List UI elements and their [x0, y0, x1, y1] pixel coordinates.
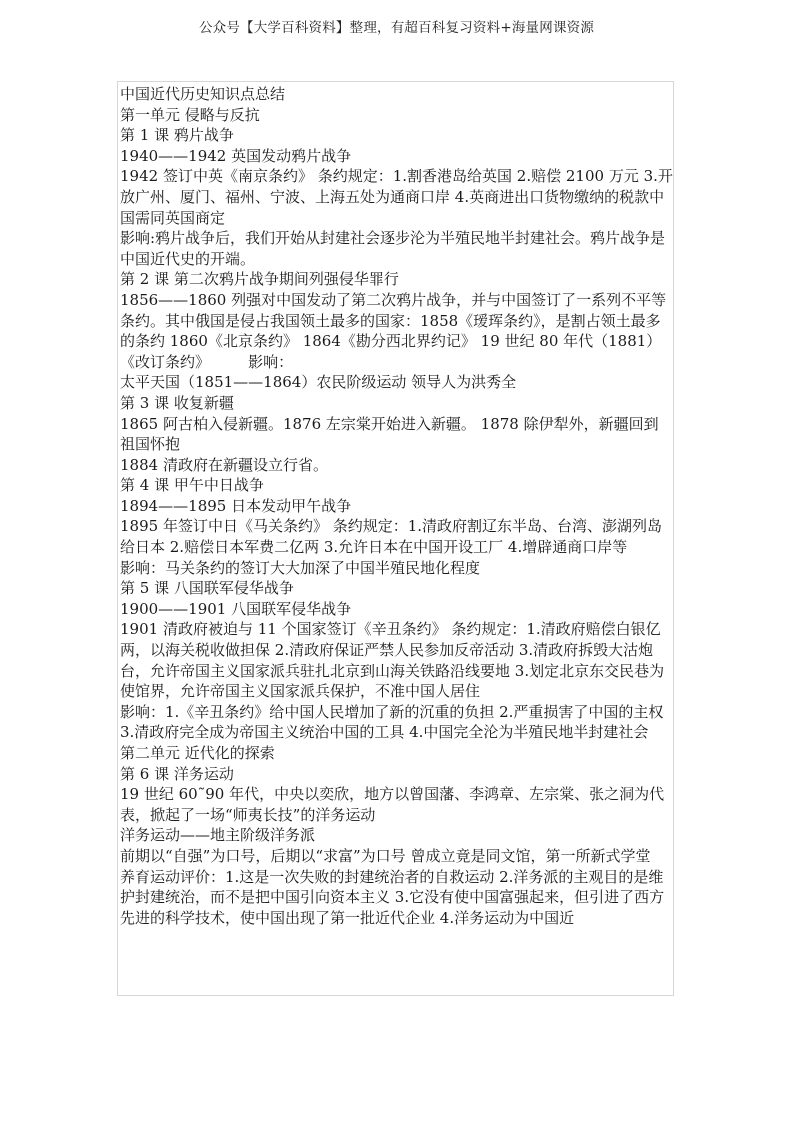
- document-content-box: [117, 81, 674, 996]
- paragraph: 影响:鸦片战争后，我们开始从封建社会逐步沦为半殖民地半封建社会。鸦片战争是中国近代史的开端。: [120, 229, 666, 268]
- unit-heading: 第二单元 近代化的探索: [120, 744, 275, 762]
- document-body: [118, 82, 673, 928]
- document-title: 中国近代历史知识点总结: [120, 85, 286, 103]
- paragraph: 1894——1895 日本发动甲午战争: [120, 496, 352, 515]
- paragraph: 养育运动评价：1.这是一次失败的封建统治者的自救运动 2.洋务派的主观目的是维护封建统治，而不是把中国引向资本主义 3.它没有使中国富强起来，但引进了西方先进的科学技术，使中国出现了第一批近代企业 4.洋务运动为中国近: [120, 867, 665, 927]
- lesson-heading: 第 6 课 洋务运动: [120, 764, 234, 783]
- paragraph: 影响：1.《辛丑条约》给中国人民增加了新的沉重的负担 2.严重损害了中国的主权 3.清政府完全成为帝国主义统治中国的工具 4.中国完全沦为半殖民地半封建社会: [120, 702, 669, 742]
- paragraph: 1900——1901 八国联军侵华战争: [120, 599, 352, 618]
- lesson-heading: 第 4 课 甲午中日战争: [120, 476, 264, 495]
- lesson-heading: 第 3 课 收复新疆: [120, 393, 234, 412]
- paragraph: 1901 清政府被迫与 11 个国家签订《辛丑条约》 条约规定：1.清政府赔偿白银亿两，以海关税收做担保 2.清政府保证严禁人民参加反帝活动 3.清政府拆毁大沽炮台，允许帝国主义国家派兵驻扎北京到山海关铁路沿线要地 3.划定北京东交民巷为使馆界，允许帝国主义国家派兵保护，不准中国人居住: [120, 620, 665, 701]
- paragraph: 1895 年签订中日《马关条约》 条约规定：1.清政府割辽东半岛、台湾、澎湖列岛给日本 2.赔偿日本军费二亿两 3.允许日本在中国开设工厂 4.增辟通商口岸等: [120, 517, 663, 557]
- lesson-heading: 第 5 课 八国联军侵华战争: [120, 579, 294, 598]
- paragraph: 影响：马关条约的签订大大加深了中国半殖民地化程度: [120, 558, 481, 577]
- paragraph: 1865 阿古柏入侵新疆。1876 左宗棠开始进入新疆。 1878 除伊犁外，新疆回到祖国怀抱: [120, 414, 659, 454]
- lesson-heading: 第 1 课 鸦片战争: [120, 126, 234, 145]
- paragraph: 1856——1860 列强对中国发动了第二次鸦片战争，并与中国签订了一系列不平等条约。其中俄国是侵占我国领土最多的国家：1858《瑷珲条约》，是割占领土最多的条约 1860《北京条约》 1864《勘分西北界约记》 19 世纪 80 年代（1881）《改订条约》 影响：: [120, 290, 667, 371]
- paragraph: 1940——1942 英国发动鸦片战争: [120, 146, 352, 165]
- unit-heading: 第一单元 侵略与反抗: [120, 105, 260, 124]
- paragraph: 前期以“自强”为口号，后期以“求富”为口号 曾成立竟是同文馆，第一所新式学堂: [120, 846, 651, 865]
- paragraph: 洋务运动——地主阶级洋务派: [120, 826, 316, 845]
- page-header-watermark: 公众号【大学百科资料】整理，有超百科复习资料+海量网课资源: [198, 20, 595, 36]
- lesson-heading: 第 2 课 第二次鸦片战争期间列强侵华罪行: [120, 270, 399, 289]
- paragraph: 19 世纪 60˜90 年代，中央以奕欣，地方以曾国藩、李鸿章、左宗棠、张之洞为代表，掀起了一场“师夷长技”的洋务运动: [120, 785, 665, 824]
- paragraph: 太平天国（1851——1864）农民阶级运动 领导人为洪秀全: [120, 373, 517, 392]
- paragraph: 1884 清政府在新疆设立行省。: [120, 455, 328, 474]
- paragraph: 1942 签订中英《南京条约》 条约规定：1.割香港岛给英国 2.赔偿 2100 万元 3.开放广州、厦门、福州、宁波、上海五处为通商口岸 4.英商进出口货物缴纳的税款中国需同英国商定: [120, 167, 673, 227]
